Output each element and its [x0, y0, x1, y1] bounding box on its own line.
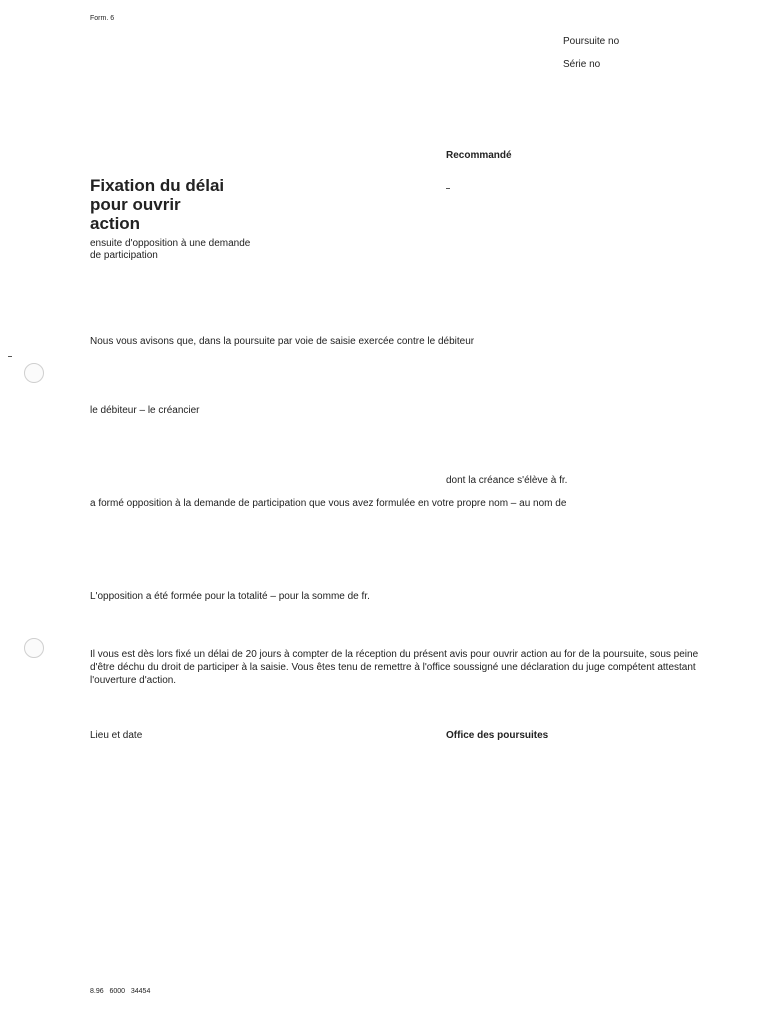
print-code: 8.96 6000 34454 — [90, 988, 151, 995]
subtitle-line-1: ensuite d'opposition à une demande — [90, 238, 251, 249]
subtitle-line-2: de participation — [90, 250, 158, 261]
recommande-label: Recommandé — [446, 150, 512, 161]
punch-hole-bottom — [24, 638, 44, 658]
document-title — [90, 176, 290, 233]
serie-no-label: Série no — [563, 59, 601, 70]
notice-paragraph: Nous vous avisons que, dans la poursuite par voie de saisie exercée contre le débiteur — [90, 336, 475, 347]
title-line-1: Fixation du délai — [90, 176, 225, 195]
title-line-3: action — [90, 214, 141, 233]
opposition-paragraph: a formé opposition à la demande de participation que vous avez formulée en votre propre nom – au nom de — [90, 498, 567, 509]
title-line-2: pour ouvrir — [90, 195, 181, 214]
form-number: Form. 6 — [90, 15, 115, 22]
margin-mark — [8, 356, 12, 357]
claim-amount-line: dont la créance s'élève à fr. — [446, 475, 568, 486]
debtor-creditor-line: le débiteur – le créancier — [90, 405, 200, 416]
poursuite-no-label: Poursuite no — [563, 36, 620, 47]
punch-hole-top — [24, 363, 44, 383]
place-date-label: Lieu et date — [90, 730, 143, 741]
address-mark — [446, 188, 450, 189]
document-subtitle — [90, 238, 330, 262]
deadline-paragraph: Il vous est dès lors fixé un délai de 20 jours à compter de la réception du présent avis pour ouvrir action au for de la poursuite, sous peine d'être déchu du droit de participer à la saisie. Vous êtes tenu de remettre à l'office soussigné une déclaration du juge compétent attestant l'ouverture d'action. — [90, 649, 699, 686]
opposition-amount-line: L'opposition a été formée pour la totalité – pour la somme de fr. — [90, 591, 370, 602]
office-label: Office des poursuites — [446, 730, 549, 741]
